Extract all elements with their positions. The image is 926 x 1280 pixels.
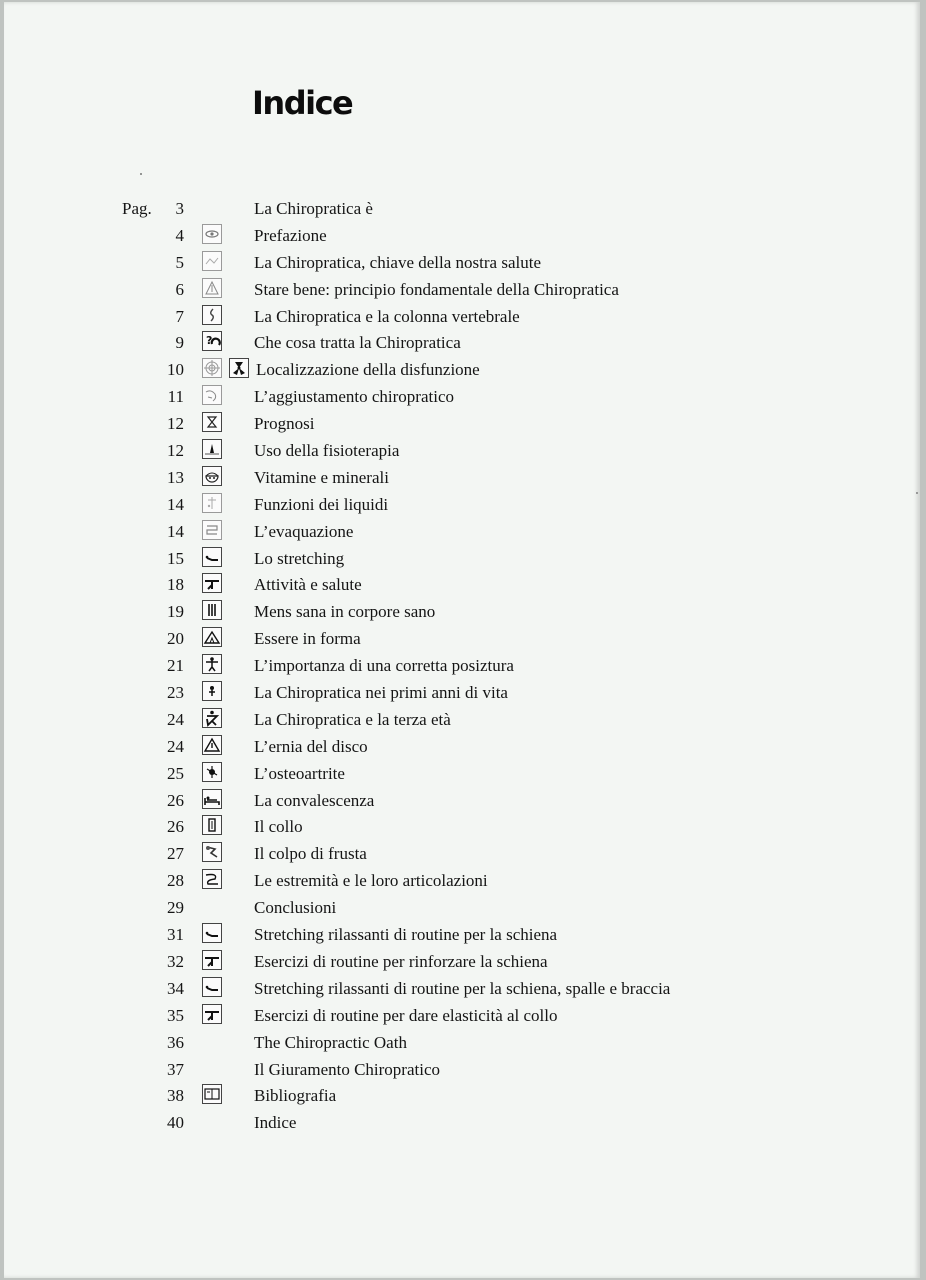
toc-page-number: 40 bbox=[167, 1113, 184, 1133]
toc-entry bbox=[4, 357, 920, 384]
toc-entry-title: L’osteoartrite bbox=[254, 763, 345, 783]
drops-icon bbox=[202, 493, 222, 513]
toc-page-number: 14 bbox=[167, 494, 184, 514]
toc-page-number: 34 bbox=[167, 978, 184, 998]
toc-entry-title: Essere in forma bbox=[254, 629, 361, 649]
toc-entry bbox=[4, 707, 920, 734]
toc-page-number: 31 bbox=[167, 925, 184, 945]
toc-page-number: 27 bbox=[167, 844, 184, 864]
toc-page-number: 13 bbox=[167, 467, 184, 487]
toc-page-number: 26 bbox=[167, 790, 184, 810]
toc-page-number: 25 bbox=[167, 763, 184, 783]
toc-entry-title: Che cosa tratta la Chiropratica bbox=[254, 333, 461, 353]
stretch-icon bbox=[202, 923, 222, 943]
toc-entry-title: Stretching rilassanti di routine per la schiena bbox=[254, 925, 558, 945]
spine-icon bbox=[202, 305, 222, 325]
toc-entry bbox=[4, 411, 920, 438]
toc-page-number: 23 bbox=[167, 683, 184, 703]
toc-entry-title: Esercizi di routine per dare elasticità al collo bbox=[254, 1005, 558, 1025]
toc-entry-title: Prefazione bbox=[254, 225, 327, 245]
bed-icon bbox=[202, 789, 222, 809]
toc-entry-title: Mens sana in corpore sano bbox=[254, 602, 436, 622]
page-prefix: Pag. bbox=[122, 199, 152, 218]
toc-page-number: 37 bbox=[167, 1059, 184, 1079]
toc-page-number: 12 bbox=[167, 441, 184, 461]
toc-entry bbox=[4, 976, 920, 1003]
toc-entry-title: Bibliografia bbox=[254, 1086, 337, 1106]
table-of-contents bbox=[4, 196, 920, 1137]
toc-entry bbox=[4, 814, 920, 841]
toc-entry bbox=[4, 841, 920, 868]
toc-entry bbox=[4, 1030, 920, 1057]
toc-entry-title: Uso della fisioterapia bbox=[254, 441, 400, 461]
toc-entry bbox=[4, 277, 920, 304]
toc-page-number: 15 bbox=[167, 548, 184, 568]
toc-page-number: 20 bbox=[167, 629, 184, 649]
toc-entry-title: La Chiropratica nei primi anni di vita bbox=[254, 683, 508, 703]
toc-page-number: 10 bbox=[167, 360, 184, 380]
toc-entry bbox=[4, 626, 920, 653]
toc-entry bbox=[4, 304, 920, 331]
toc-entry-title: Conclusioni bbox=[254, 898, 337, 918]
child-icon bbox=[202, 681, 222, 701]
toc-entry-title: Esercizi di routine per rinforzare la schiena bbox=[254, 951, 548, 971]
toc-entry-title: Il Giuramento Chiropratico bbox=[254, 1059, 441, 1079]
toc-entry-title: La Chiropratica e la terza età bbox=[254, 709, 451, 729]
toc-page-number: 21 bbox=[167, 656, 184, 676]
stretch-icon bbox=[202, 977, 222, 997]
document-page bbox=[4, 2, 920, 1278]
toc-entry-title: Indice bbox=[254, 1113, 297, 1133]
toc-entry bbox=[4, 438, 920, 465]
toc-page-number: 26 bbox=[167, 817, 184, 837]
toc-entry bbox=[4, 788, 920, 815]
toc-entry bbox=[4, 250, 920, 277]
neck-icon bbox=[202, 815, 222, 835]
toc-entry-title: Lo stretching bbox=[254, 548, 345, 568]
warning-icon bbox=[202, 735, 222, 755]
toc-page-number: 28 bbox=[167, 871, 184, 891]
toc-entry bbox=[4, 1083, 920, 1110]
toc-entry-title: The Chiropractic Oath bbox=[254, 1032, 407, 1052]
toc-page-number: 9 bbox=[175, 333, 184, 353]
toc-entry bbox=[4, 734, 920, 761]
toc-entry-title: Il collo bbox=[254, 817, 303, 837]
toc-entry-title: Stretching rilassanti di routine per la schiena, spalle e braccia bbox=[254, 978, 671, 998]
toc-entry-title: La convalescenza bbox=[254, 790, 375, 810]
toc-entry-title: Attività e salute bbox=[254, 575, 362, 595]
intestine-icon bbox=[202, 520, 222, 540]
toc-page-number: 11 bbox=[167, 387, 184, 407]
toc-entry bbox=[4, 1003, 920, 1030]
toc-entry-title: L’importanza di una corretta posiztura bbox=[254, 656, 514, 676]
page-title: Indice bbox=[252, 84, 353, 122]
tent-icon bbox=[202, 627, 222, 647]
key-icon bbox=[202, 251, 222, 271]
target-icon bbox=[202, 358, 222, 378]
toc-entry bbox=[4, 546, 920, 573]
toc-entry bbox=[4, 492, 920, 519]
toc-entry-title: Le estremità e le loro articolazioni bbox=[254, 871, 488, 891]
toc-page-number: 36 bbox=[167, 1032, 184, 1052]
toc-entry bbox=[4, 761, 920, 788]
whiplash-icon bbox=[202, 842, 222, 862]
toc-entry-title: La Chiropratica è bbox=[254, 199, 373, 218]
page-speck bbox=[140, 173, 142, 175]
toc-entry bbox=[4, 572, 920, 599]
stretch-icon bbox=[202, 547, 222, 567]
eye-icon bbox=[202, 224, 222, 244]
elder-icon bbox=[202, 708, 222, 728]
toc-page-number: 7 bbox=[175, 306, 184, 326]
exercise-icon bbox=[202, 950, 222, 970]
toc-entry bbox=[4, 384, 920, 411]
toc-entry bbox=[4, 1057, 920, 1084]
posture-icon bbox=[202, 654, 222, 674]
toc-page-number: 19 bbox=[167, 602, 184, 622]
toc-entry bbox=[4, 223, 920, 250]
toc-page-number: 24 bbox=[167, 709, 184, 729]
toc-entry bbox=[4, 949, 920, 976]
toc-entry-title: L’aggiustamento chiropratico bbox=[254, 387, 455, 407]
exercise-icon bbox=[202, 573, 222, 593]
toc-entry bbox=[4, 465, 920, 492]
hands-icon bbox=[202, 385, 222, 405]
toc-entry-title: Funzioni dei liquidi bbox=[254, 494, 389, 514]
toc-page-number: 38 bbox=[167, 1086, 184, 1106]
radiation-icon bbox=[229, 358, 249, 378]
toc-entry bbox=[4, 922, 920, 949]
toc-entry bbox=[4, 680, 920, 707]
toc-entry bbox=[4, 519, 920, 546]
toc-entry bbox=[4, 868, 920, 895]
hourglass-icon bbox=[202, 412, 222, 432]
bowl-icon bbox=[202, 466, 222, 486]
toc-page-number: 14 bbox=[167, 521, 184, 541]
toc-entry-title: L’ernia del disco bbox=[254, 736, 368, 756]
toc-entry-title: Prognosi bbox=[254, 414, 315, 434]
toc-entry-title: Vitamine e minerali bbox=[254, 467, 389, 487]
toc-entry bbox=[4, 599, 920, 626]
toc-entry-title: L’evaquazione bbox=[254, 521, 354, 541]
toc-entry-title: Stare bene: principio fondamentale della Chiropratica bbox=[254, 279, 619, 299]
toc-page-number: 18 bbox=[167, 575, 184, 595]
toc-page-number: 6 bbox=[175, 279, 184, 299]
toc-entry bbox=[4, 330, 920, 357]
toc-entry-title: La Chiropratica, chiave della nostra salute bbox=[254, 252, 541, 272]
joint-icon bbox=[202, 762, 222, 782]
toc-page-number: 32 bbox=[167, 951, 184, 971]
toc-entry-title: Localizzazione della disfunzione bbox=[256, 360, 480, 380]
limb-icon bbox=[202, 869, 222, 889]
toc-entry bbox=[4, 196, 920, 223]
toc-page-number: 24 bbox=[167, 736, 184, 756]
toc-page-number: 5 bbox=[175, 252, 184, 272]
triangle-figure-icon bbox=[202, 278, 222, 298]
toc-page-number: 4 bbox=[175, 225, 184, 245]
toc-page-number: 35 bbox=[167, 1005, 184, 1025]
toc-page-number: 29 bbox=[167, 898, 184, 918]
book-icon bbox=[202, 1084, 222, 1104]
cutlery-icon bbox=[202, 600, 222, 620]
toc-page-number: 12 bbox=[167, 414, 184, 434]
question-icon bbox=[202, 331, 222, 351]
toc-entry bbox=[4, 653, 920, 680]
exercise-icon bbox=[202, 1004, 222, 1024]
toc-entry-title: Il colpo di frusta bbox=[254, 844, 367, 864]
toc-entry-title: La Chiropratica e la colonna vertebrale bbox=[254, 306, 520, 326]
toc-entry bbox=[4, 1110, 920, 1137]
toc-page-number: 3 bbox=[175, 199, 184, 218]
therapy-icon bbox=[202, 439, 222, 459]
toc-entry bbox=[4, 895, 920, 922]
svg-text:?: ? bbox=[206, 334, 213, 348]
